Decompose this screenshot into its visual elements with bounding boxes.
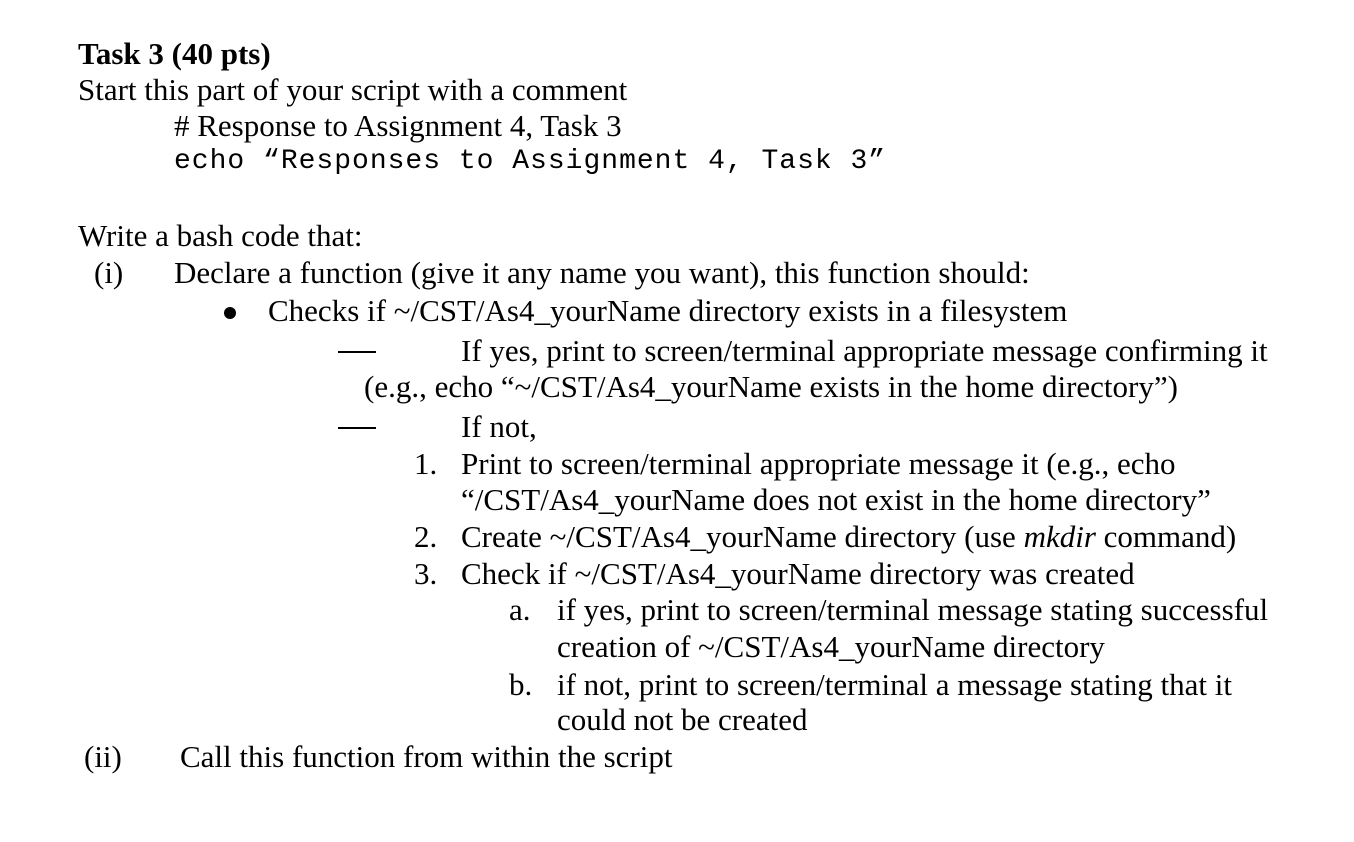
item-i-marker: (i) [94,255,124,290]
item-i-text: Declare a function (give it any name you want), this function should: [174,255,1030,290]
bullet-text: Checks if ~/CST/As4_yourName directory exists in a filesystem [268,293,1068,328]
step-2-pre: Create ~/CST/As4_yourName directory (use [461,519,1024,554]
code-comment: # Response to Assignment 4, Task 3 [174,108,622,143]
prompt-text: Write a bash code that: [78,218,363,253]
step-2-command: mkdir [1023,519,1096,554]
yes-branch-line2: (e.g., echo “~/CST/As4_yourName exists in the home directory”) [364,369,1178,404]
task-title: Task 3 (40 pts) [78,36,271,71]
item-ii-text: Call this function from within the script [180,739,673,774]
bullet-dot-icon [224,307,236,319]
dash-icon [338,427,376,429]
dash-icon [338,351,376,353]
no-branch-text: If not, [461,409,537,444]
substep-b-line1: if not, print to screen/terminal a message stating that it [557,667,1232,702]
substep-a-line2: creation of ~/CST/As4_yourName directory [557,629,1105,664]
step-1-line1: Print to screen/terminal appropriate message it (e.g., echo [461,446,1176,481]
substep-b-marker: b. [509,667,533,702]
step-3-text: Check if ~/CST/As4_yourName directory was created [461,556,1135,591]
yes-branch-line1: If yes, print to screen/terminal appropriate message confirming it [461,333,1268,368]
step-2-marker: 2. [414,519,438,554]
step-1-line2: “/CST/As4_yourName does not exist in the home directory” [461,482,1211,517]
intro-text: Start this part of your script with a comment [78,72,628,107]
substep-a-marker: a. [509,592,531,627]
item-ii-marker: (ii) [84,739,122,774]
step-2-text [461,519,1236,555]
step-2-post: command) [1095,519,1237,554]
step-1-marker: 1. [414,446,438,481]
substep-b-line2: could not be created [557,702,808,737]
code-echo: echo “Responses to Assignment 4, Task 3” [174,146,887,177]
step-3-marker: 3. [414,556,438,591]
substep-a-line1: if yes, print to screen/terminal message stating successful [557,592,1269,627]
